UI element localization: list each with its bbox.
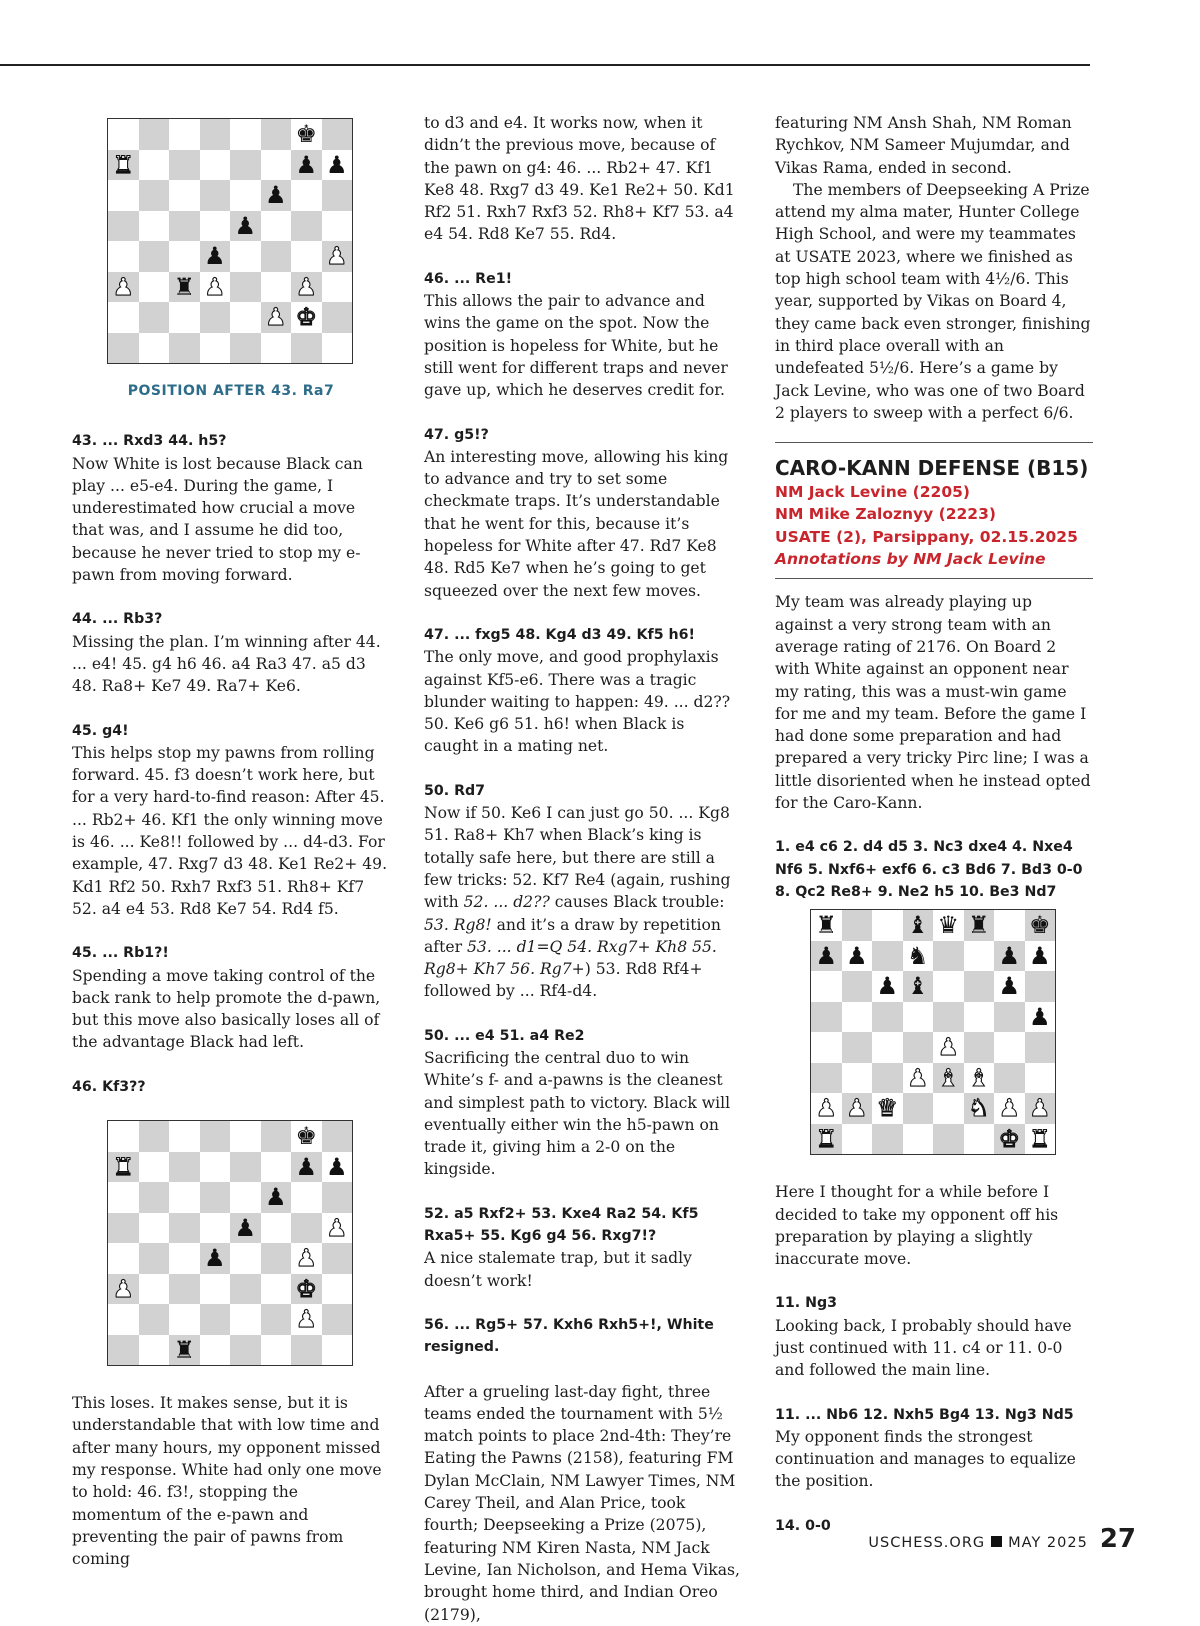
board-square: [994, 1032, 1025, 1063]
board-square: [964, 1002, 995, 1033]
move-heading: 50. ... e4 51. a4 Re2: [424, 1027, 585, 1044]
board-square: [261, 119, 292, 150]
move-heading: 45. g4!: [72, 722, 129, 739]
black-rook-icon: ♜: [811, 910, 842, 941]
board-square: [230, 241, 261, 272]
board-square: [322, 180, 353, 211]
white-pawn-icon: ♟: [322, 1213, 353, 1244]
black-king-icon: ♚: [1025, 910, 1056, 941]
board-square: [872, 1124, 903, 1155]
board-square: [994, 910, 1025, 941]
black-pawn-icon: ♟: [811, 941, 842, 972]
paragraph: Now White is lost because Black can play ... e5-e4. During the game, I underestimated how crucial a move that was, and I assume he did too, because he never tried to stop my e-pawn from moving forward.: [72, 454, 363, 585]
board-square: [200, 1274, 231, 1305]
white-pawn-icon: ♟: [261, 302, 292, 333]
board-square: [842, 1063, 873, 1094]
board-square: [169, 1121, 200, 1152]
board-square: [139, 119, 170, 150]
board-square: [200, 211, 231, 242]
move-heading: 11. Ng3: [775, 1295, 837, 1312]
page-number: 27: [1099, 1524, 1136, 1554]
white-rook-icon: ♜: [811, 1124, 842, 1155]
board-square: [200, 1152, 231, 1183]
board-square: [108, 1121, 139, 1152]
paragraph: Sacrificing the central duo to win White’s f- and a-pawns is the cleanest and simplest path to victory. Black will eventually either win the h5-pawn on trade it, giving him a 2-0 on the kingside.: [424, 1048, 731, 1179]
board-square: [230, 1274, 261, 1305]
move-heading: 47. ... fxg5 48. Kg4 d3 49. Kf5 h6!: [424, 626, 695, 643]
paragraph: A nice stalemate trap, but it sadly doesn’t work!: [424, 1249, 692, 1290]
black-pawn-icon: ♟: [291, 150, 322, 181]
paragraph: This helps stop my pawns from rolling forward. 45. f3 doesn’t work here, but for a very hard-to-find reason: After 45. ... Rb2+ 46. Kf1 the only winning move is 46. ... Ke8!! followed by ... d4-d3. For example, 47. Rxg7 d3 48. Ke1 Re2+ 49. Kd1 Rf2 50. Rxh7 Rxf3 51. Rh8+ Kf7 52. a4 e4 53. Rd8 Ke7 54. Rd4 f5.: [72, 743, 388, 918]
board-square: [872, 1063, 903, 1094]
board-square: [872, 1002, 903, 1033]
site-name: USCHESS.ORG: [868, 1535, 986, 1551]
board-square: [291, 333, 322, 364]
paragraph: Here I thought for a while before I decided to take my opponent off his preparation by playing a slightly inaccurate move.: [775, 1183, 1059, 1269]
paragraph: After a grueling last-day fight, three teams ended the tournament with 5½ match points to place 2nd-4th: They’re Eating the Pawns (2158), featuring FM Dylan McClain, NM Lawyer Times, NM Carey Theil, and Alan Price, took fourth; Deepseeking a Prize (2075), featuring NM Kiren Nasta, NM Jack Levine, Ian Nicholson, and Hema Vikas, brought home third, and Indian Oreo (2179),: [424, 1382, 740, 1624]
black-pawn-icon: ♟: [842, 941, 873, 972]
board-square: [964, 1032, 995, 1063]
paragraph: The members of Deepseeking A Prize attend my alma mater, Hunter College High School, and were my teammates at USATE 2023, where we finished as top high school team with 4½/6. This year, supported by Vikas on Board 4, they came back even stronger, finishing in third place overall with an undefeated 5½/6. Here’s a game by Jack Levine, who was one of two Board 2 players to sweep with a perfect 6/6.: [775, 180, 1091, 422]
board-square: [261, 150, 292, 181]
board-square: [933, 971, 964, 1002]
move-heading: 43. ... Rxd3 44. h5?: [72, 433, 227, 450]
board-square: [811, 1002, 842, 1033]
white-bishop-icon: ♝: [933, 1063, 964, 1094]
black-bishop-icon: ♝: [903, 910, 934, 941]
board-square: [291, 180, 322, 211]
board-square: [108, 1304, 139, 1335]
black-pawn-icon: ♟: [291, 1152, 322, 1183]
black-knight-icon: ♞: [903, 941, 934, 972]
black-rook-icon: ♜: [169, 272, 200, 303]
board-square: [139, 302, 170, 333]
board-square: [872, 941, 903, 972]
board-square: [139, 1213, 170, 1244]
board-square: [261, 272, 292, 303]
board-square: [139, 1335, 170, 1366]
white-king-icon: ♚: [291, 302, 322, 333]
board-square: [200, 180, 231, 211]
chess-diagram-3: [810, 909, 1056, 1155]
white-bishop-icon: ♝: [964, 1063, 995, 1094]
board-square: [964, 941, 995, 972]
board-square: [1025, 1063, 1056, 1094]
board-square: [200, 119, 231, 150]
paragraph: This loses. It makes sense, but it is understandable that with low time and after many hours, my opponent missed my response. White had only one move to hold: 46. f3!, stopping the momentum of the e-pawn and preventing the pair of pawns from coming: [72, 1394, 382, 1569]
board-square: [200, 1335, 231, 1366]
black-pawn-icon: ♟: [322, 1152, 353, 1183]
black-pawn-icon: ♟: [230, 211, 261, 242]
board-square: [108, 1213, 139, 1244]
board-square: [139, 211, 170, 242]
board-square: [1025, 971, 1056, 1002]
paragraph: An interesting move, allowing his king to advance and try to set some checkmate traps. It’s understandable that he went for this, because it’s hopeless for White after 47. Rd7 Ke8 48. Rd5 Ke7 when he’s going to get squeezed over the next few moves.: [424, 447, 729, 600]
board-square: [139, 272, 170, 303]
board-square: [139, 241, 170, 272]
board-square: [842, 1002, 873, 1033]
board-square: [169, 1304, 200, 1335]
board-square: [169, 211, 200, 242]
board-square: [139, 150, 170, 181]
board-square: [842, 1124, 873, 1155]
board-square: [322, 1335, 353, 1366]
board-square: [903, 1002, 934, 1033]
board-square: [872, 1032, 903, 1063]
issue-date: MAY 2025: [1008, 1535, 1088, 1551]
white-pawn-icon: ♟: [842, 1093, 873, 1124]
board-square: [291, 241, 322, 272]
page-footer: [868, 1524, 1136, 1554]
paragraph: Looking back, I probably should have just continued with 11. c4 or 11. 0-0 and followed the main line.: [775, 1316, 1072, 1380]
board-square: [169, 1182, 200, 1213]
chess-diagram-2: [107, 1120, 353, 1366]
board-square: [139, 333, 170, 364]
board-square: [261, 241, 292, 272]
board-square: [322, 211, 353, 242]
board-square: [139, 180, 170, 211]
black-rook-icon: ♜: [964, 910, 995, 941]
white-rook-icon: ♜: [108, 150, 139, 181]
white-king-icon: ♚: [994, 1124, 1025, 1155]
board-square: [230, 119, 261, 150]
board-square: [903, 1093, 934, 1124]
board-square: [261, 333, 292, 364]
board-square: [811, 971, 842, 1002]
move-heading: 50. Rd7: [424, 782, 486, 799]
board-square: [139, 1152, 170, 1183]
board-square: [933, 1002, 964, 1033]
board-square: [322, 1182, 353, 1213]
board-square: [291, 1213, 322, 1244]
move-heading: 46. ... Re1!: [424, 270, 513, 287]
board-square: [230, 150, 261, 181]
paragraph: My team was already playing up against a very strong team with an average rating of 2176. On Board 2 with White against an opponent near my rating, this was a must-win game for me and my team. Before the game I had done some preparation and had prepared a very tricky Pirc line; I was a little disoriented when he instead opted for the Caro-Kann.: [775, 593, 1091, 813]
board-square: [200, 333, 231, 364]
board-square: [169, 1152, 200, 1183]
white-rook-icon: ♜: [1025, 1124, 1056, 1155]
board-square: [322, 1121, 353, 1152]
black-pawn-icon: ♟: [872, 971, 903, 1002]
board-square: [291, 1335, 322, 1366]
move-heading: 44. ... Rb3?: [72, 611, 163, 628]
board-square: [933, 941, 964, 972]
move-heading: 11. ... Nb6 12. Nxh5 Bg4 13. Ng3 Nd5: [775, 1406, 1074, 1423]
black-pawn-icon: ♟: [230, 1213, 261, 1244]
board-square: [964, 971, 995, 1002]
board-square: [994, 1002, 1025, 1033]
board-square: [108, 302, 139, 333]
board-square: [230, 1152, 261, 1183]
board-square: [230, 1121, 261, 1152]
event-info: USATE (2), Parsippany, 02.15.2025: [775, 527, 1078, 546]
board-square: [322, 333, 353, 364]
diagram-caption: POSITION AFTER 43. Ra7: [127, 383, 335, 399]
board-square: [139, 1243, 170, 1274]
board-square: [842, 971, 873, 1002]
board-square: [230, 1335, 261, 1366]
black-pawn-icon: ♟: [322, 150, 353, 181]
board-square: [108, 1335, 139, 1366]
board-square: [261, 1213, 292, 1244]
paragraph: The only move, and good prophylaxis against Kf5-e6. There was a tragic blunder waiting to happen: 49. ... d2?? 50. Ke6 g6 51. h6! when Black is caught in a mating net.: [424, 648, 731, 756]
board-square: [230, 1182, 261, 1213]
black-pawn-icon: ♟: [994, 941, 1025, 972]
section-rule: [775, 578, 1093, 579]
black-bishop-icon: ♝: [903, 971, 934, 1002]
white-pawn-icon: ♟: [291, 1304, 322, 1335]
board-square: [322, 1304, 353, 1335]
move-heading: 56. ... Rg5+ 57. Kxh6 Rxh5+!, White resigned.: [424, 1316, 714, 1356]
black-queen-icon: ♛: [933, 910, 964, 941]
paragraph: My opponent finds the strongest continuation and manages to equalize the position.: [775, 1427, 1076, 1491]
paragraph: This allows the pair to advance and wins the game on the spot. Now the position is hopeless for White, but he still went for different traps and never gave up, which he deserves credit for.: [424, 292, 728, 400]
opening-title: CARO-KANN DEFENSE (B15): [775, 456, 1089, 481]
board-square: [811, 1032, 842, 1063]
board-square: [200, 1304, 231, 1335]
board-square: [169, 150, 200, 181]
game-moves: 1. e4 c6 2. d4 d5 3. Nc3 dxe4 4. Nxe4 Nf6 5. Nxf6+ exf6 6. c3 Bd6 7. Bd3 0-0 8. Qc2 Re8+ 9. Ne2 h5 10. Be3 Nd7: [775, 839, 1083, 900]
white-pawn-icon: ♟: [933, 1032, 964, 1063]
column-3: [775, 112, 1093, 1537]
board-square: [842, 1032, 873, 1063]
board-square: [230, 1304, 261, 1335]
black-pawn-icon: ♟: [200, 241, 231, 272]
board-square: [261, 1274, 292, 1305]
white-pawn-icon: ♟: [108, 1274, 139, 1305]
board-square: [933, 1093, 964, 1124]
paragraph: Spending a move taking control of the back rank to help promote the d-pawn, but this move also basically loses all of the advantage Black had left.: [72, 966, 381, 1052]
board-square: [261, 1121, 292, 1152]
move-heading: 14. 0-0: [775, 1517, 831, 1534]
board-square: [933, 1124, 964, 1155]
board-square: [872, 910, 903, 941]
board-square: [842, 910, 873, 941]
board-square: [230, 333, 261, 364]
white-pawn-icon: ♟: [200, 272, 231, 303]
board-square: [169, 1243, 200, 1274]
board-square: [169, 302, 200, 333]
board-square: [994, 1063, 1025, 1094]
move-heading: 52. a5 Rxf2+ 53. Kxe4 Ra2 54. Kf5 Rxa5+ 55. Kg6 g4 56. Rxg7!?: [424, 1205, 699, 1245]
board-square: [108, 211, 139, 242]
white-queen-icon: ♛: [872, 1093, 903, 1124]
board-square: [903, 1032, 934, 1063]
move-heading: 45. ... Rb1?!: [72, 945, 169, 962]
board-square: [139, 1121, 170, 1152]
board-square: [322, 272, 353, 303]
board-square: [261, 1152, 292, 1183]
board-square: [322, 1243, 353, 1274]
board-square: [108, 119, 139, 150]
annotator: Annotations by NM Jack Levine: [775, 550, 1046, 569]
board-square: [169, 180, 200, 211]
board-square: [200, 1213, 231, 1244]
board-square: [139, 1274, 170, 1305]
top-rule: [0, 64, 1090, 66]
board-square: [811, 1063, 842, 1094]
black-pawn-icon: ♟: [200, 1243, 231, 1274]
white-pawn-icon: ♟: [994, 1093, 1025, 1124]
black-player: NM Mike Zaloznyy (2223): [775, 505, 996, 524]
board-square: [108, 1243, 139, 1274]
board-square: [169, 1274, 200, 1305]
white-player: NM Jack Levine (2205): [775, 483, 970, 502]
board-square: [261, 211, 292, 242]
board-square: [291, 1182, 322, 1213]
chess-diagram-1: [107, 118, 353, 364]
board-square: [230, 302, 261, 333]
board-square: [903, 1124, 934, 1155]
board-square: [139, 1182, 170, 1213]
board-square: [108, 241, 139, 272]
move-heading: 46. Kf3??: [72, 1078, 146, 1095]
board-square: [108, 333, 139, 364]
white-pawn-icon: ♟: [322, 241, 353, 272]
move-heading: 47. g5!?: [424, 426, 489, 443]
board-square: [230, 272, 261, 303]
paragraph: featuring NM Ansh Shah, NM Roman Rychkov, NM Sameer Mujumdar, and Vikas Rama, ended in second.: [775, 114, 1072, 177]
black-king-icon: ♚: [291, 119, 322, 150]
board-square: [108, 1182, 139, 1213]
board-square: [139, 1304, 170, 1335]
black-rook-icon: ♜: [169, 1335, 200, 1366]
board-square: [169, 1213, 200, 1244]
white-pawn-icon: ♟: [108, 272, 139, 303]
black-king-icon: ♚: [291, 1121, 322, 1152]
black-pawn-icon: ♟: [261, 180, 292, 211]
board-square: [169, 333, 200, 364]
white-pawn-icon: ♟: [291, 1243, 322, 1274]
board-square: [200, 302, 231, 333]
board-square: [1025, 1032, 1056, 1063]
board-square: [230, 1243, 261, 1274]
black-pawn-icon: ♟: [1025, 941, 1056, 972]
white-rook-icon: ♜: [108, 1152, 139, 1183]
paragraph: Now if 50. Ke6 I can just go 50. ... Kg8 51. Ra8+ Kh7 when Black’s king is totally safe here, but there are still a few tricks: 52. Kf7 Re4 (again, rushing with 52. ... d2?? causes Black trouble: 53. Rg8! and it’s a draw by repetition after 53. ... d1=Q 54. Rxg7+ Kh8 55. Rg8+ Kh7 56. Rg7+) 53. Rd8 Rf4+ followed by ... Rf4-d4.: [424, 804, 731, 1001]
board-square: [108, 180, 139, 211]
paragraph: Missing the plan. I’m winning after 44. ... e4! 45. g4 h6 46. a4 Ra3 47. a5 d3 48. Ra8+ Ke7 49. Ra7+ Ke6.: [72, 632, 381, 696]
column-2: [424, 112, 742, 1626]
board-square: [200, 150, 231, 181]
board-square: [291, 211, 322, 242]
board-square: [322, 1274, 353, 1305]
column-1: [72, 112, 390, 1570]
board-square: [261, 1335, 292, 1366]
white-pawn-icon: ♟: [291, 272, 322, 303]
black-pawn-icon: ♟: [994, 971, 1025, 1002]
white-pawn-icon: ♟: [903, 1063, 934, 1094]
white-pawn-icon: ♟: [1025, 1093, 1056, 1124]
board-square: [322, 302, 353, 333]
board-square: [964, 1124, 995, 1155]
board-square: [200, 1182, 231, 1213]
white-pawn-icon: ♟: [811, 1093, 842, 1124]
board-square: [200, 1121, 231, 1152]
board-square: [230, 180, 261, 211]
separator-square-icon: [991, 1536, 1002, 1547]
white-king-icon: ♚: [291, 1274, 322, 1305]
black-pawn-icon: ♟: [1025, 1002, 1056, 1033]
white-knight-icon: ♞: [964, 1093, 995, 1124]
paragraph: to d3 and e4. It works now, when it didn’t the previous move, because of the pawn on g4: 46. ... Rb2+ 47. Kf1 Ke8 48. Rxg7 d3 49. Ke1 Re2+ 50. Kd1 Rf2 51. Rxh7 Rxf3 52. Rh8+ Kf7 53. a4 e4 54. Rd8 Ke7 55. Rd4.: [424, 114, 735, 244]
board-square: [261, 1243, 292, 1274]
board-square: [169, 241, 200, 272]
black-pawn-icon: ♟: [261, 1182, 292, 1213]
board-square: [169, 119, 200, 150]
board-square: [322, 119, 353, 150]
board-square: [261, 1304, 292, 1335]
section-rule: [775, 442, 1093, 443]
